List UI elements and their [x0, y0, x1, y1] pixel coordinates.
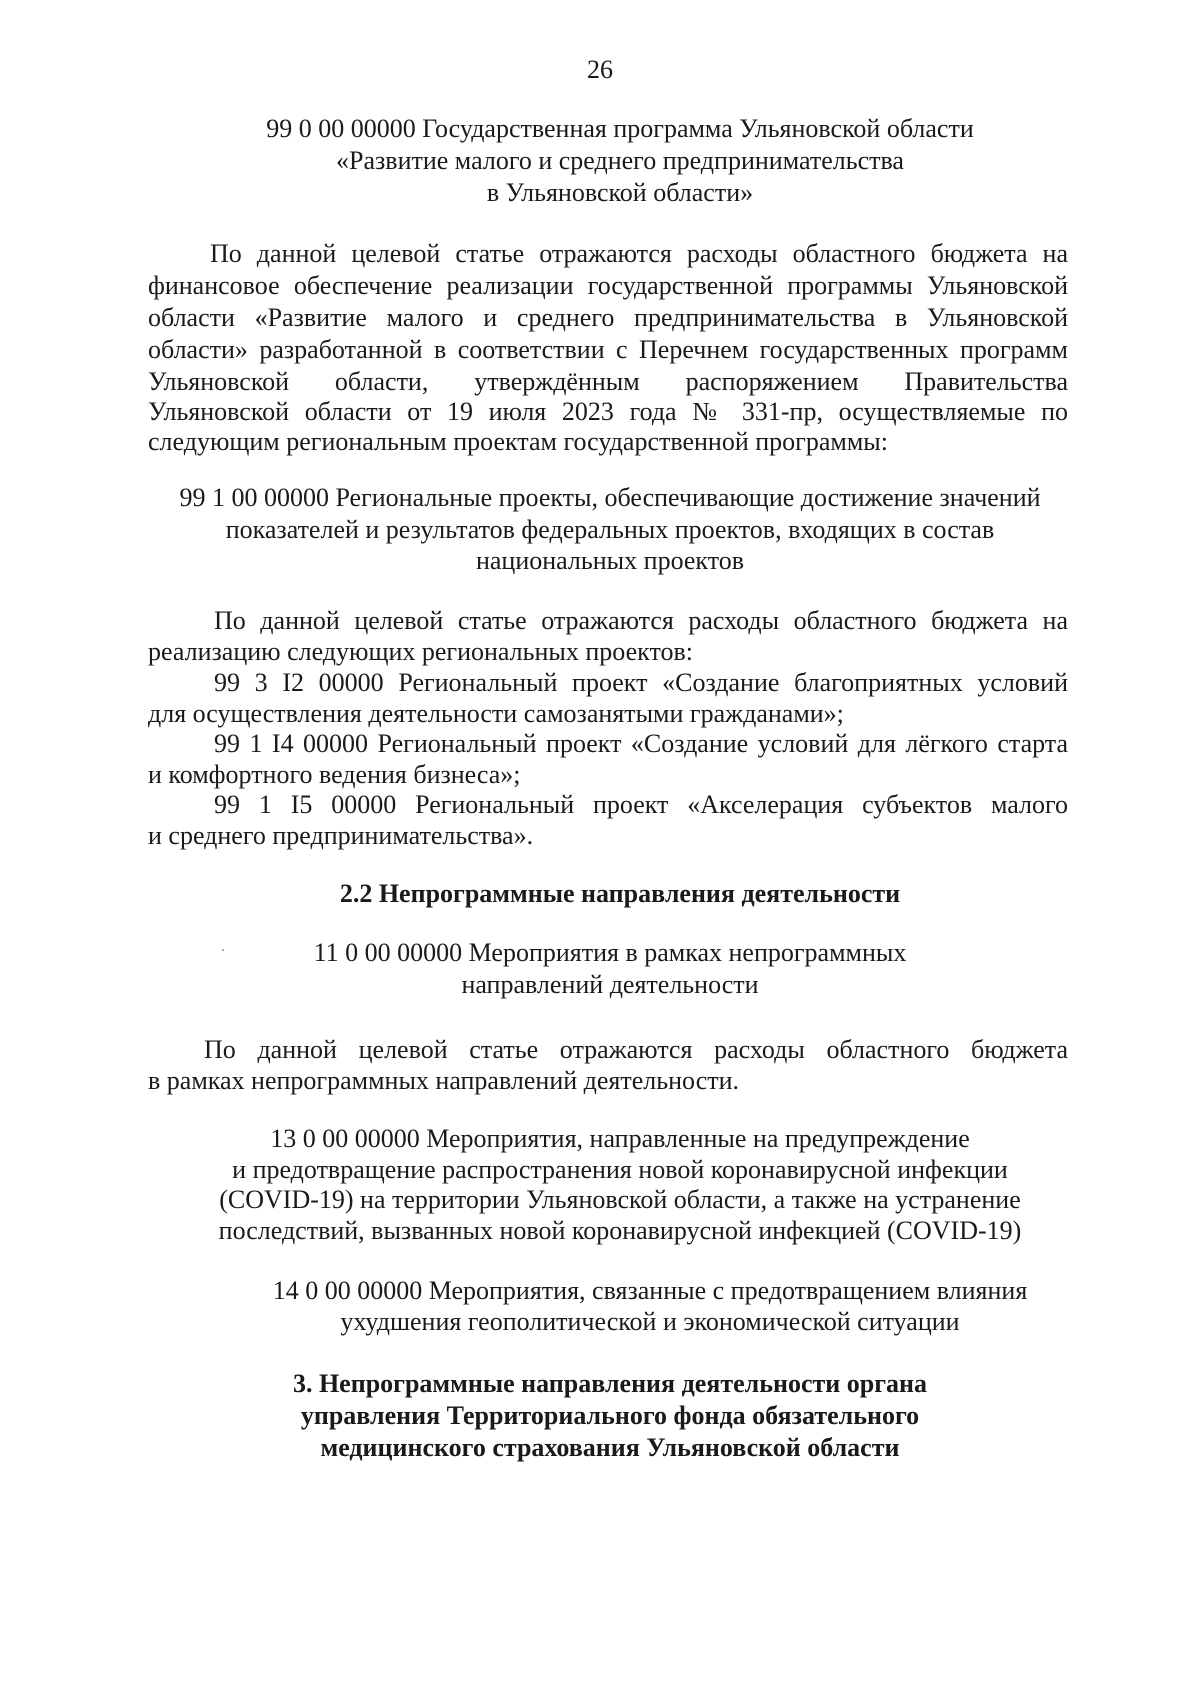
project-item: 99 1 I4 00000 Региональный проект «Создание условий для лёгкого старта	[214, 729, 1068, 758]
heading-line: 13 0 00 00000 Мероприятия, направленные на предупреждение	[270, 1124, 970, 1153]
heading-line: 99 1 00 00000 Региональные проекты, обеспечивающие достижение значений	[179, 483, 1041, 512]
heading-line: направлений деятельности	[461, 970, 759, 999]
paragraph-line: области» разработанной в соответствии с Перечнем государственных программ	[148, 335, 1068, 364]
heading-line: ухудшения геополитической и экономической ситуации	[340, 1307, 960, 1336]
section-title: 2.2 Непрограммные направления деятельности	[339, 879, 901, 908]
paragraph-line: области «Развитие малого и среднего предпринимательства в Ульяновской	[148, 303, 1068, 332]
paragraph-line: реализацию следующих региональных проектов:	[148, 637, 693, 666]
paragraph-line: По данной целевой статье отражаются расходы областного бюджета	[204, 1035, 1068, 1064]
project-item: 99 3 I2 00000 Региональный проект «Создание благоприятных условий	[214, 668, 1068, 697]
heading-line: 14 0 00 00000 Мероприятия, связанные с предотвращением влияния	[272, 1276, 1028, 1305]
paragraph-line: По данной целевой статье отражаются расходы областного бюджета на	[210, 239, 1068, 268]
paragraph-line: Ульяновской области, утверждённым распоряжением Правительства	[148, 367, 1068, 396]
paragraph-line: По данной целевой статье отражаются расходы областного бюджета на	[214, 606, 1068, 635]
heading-line: и предотвращение распространения новой коронавирусной инфекции	[232, 1155, 1008, 1184]
paragraph-line: в рамках непрограммных направлений деятельности.	[148, 1066, 740, 1095]
paragraph-line: Ульяновской области от 19 июля 2023 года № 331-пр, осуществляемые по	[148, 397, 1068, 426]
heading-line: 11 0 00 00000 Мероприятия в рамках непрограммных	[313, 938, 907, 967]
heading-line: 99 0 00 00000 Государственная программа Ульяновской области	[266, 114, 974, 143]
paragraph-line: следующим региональным проектам государственной программы:	[148, 427, 888, 456]
heading-line: «Развитие малого и среднего предпринимательства	[336, 146, 904, 175]
heading-line: в Ульяновской области»	[486, 178, 754, 207]
heading-line: (COVID-19) на территории Ульяновской области, а также на устранение	[219, 1185, 1021, 1214]
paragraph-line: для осуществления деятельности самозанятыми гражданами»;	[148, 699, 844, 728]
section-title-line: 3. Непрограммные направления деятельности органа	[292, 1369, 928, 1398]
heading-line: показателей и результатов федеральных проектов, входящих в состав	[225, 515, 995, 544]
section-title-line: управления Территориального фонда обязательного	[300, 1401, 920, 1430]
paragraph-line: и комфортного ведения бизнеса»;	[148, 760, 521, 789]
page-number: 26	[587, 55, 613, 84]
paragraph-line: финансовое обеспечение реализации государственной программы Ульяновской	[148, 271, 1068, 300]
section-title-line: медицинского страхования Ульяновской области	[320, 1433, 900, 1462]
project-item: 99 1 I5 00000 Региональный проект «Акселерация субъектов малого	[214, 790, 1068, 819]
paragraph-line: и среднего предпринимательства».	[148, 821, 534, 850]
heading-line: последствий, вызванных новой коронавирусной инфекцией (COVID-19)	[218, 1216, 1022, 1245]
heading-line: национальных проектов	[475, 546, 745, 575]
